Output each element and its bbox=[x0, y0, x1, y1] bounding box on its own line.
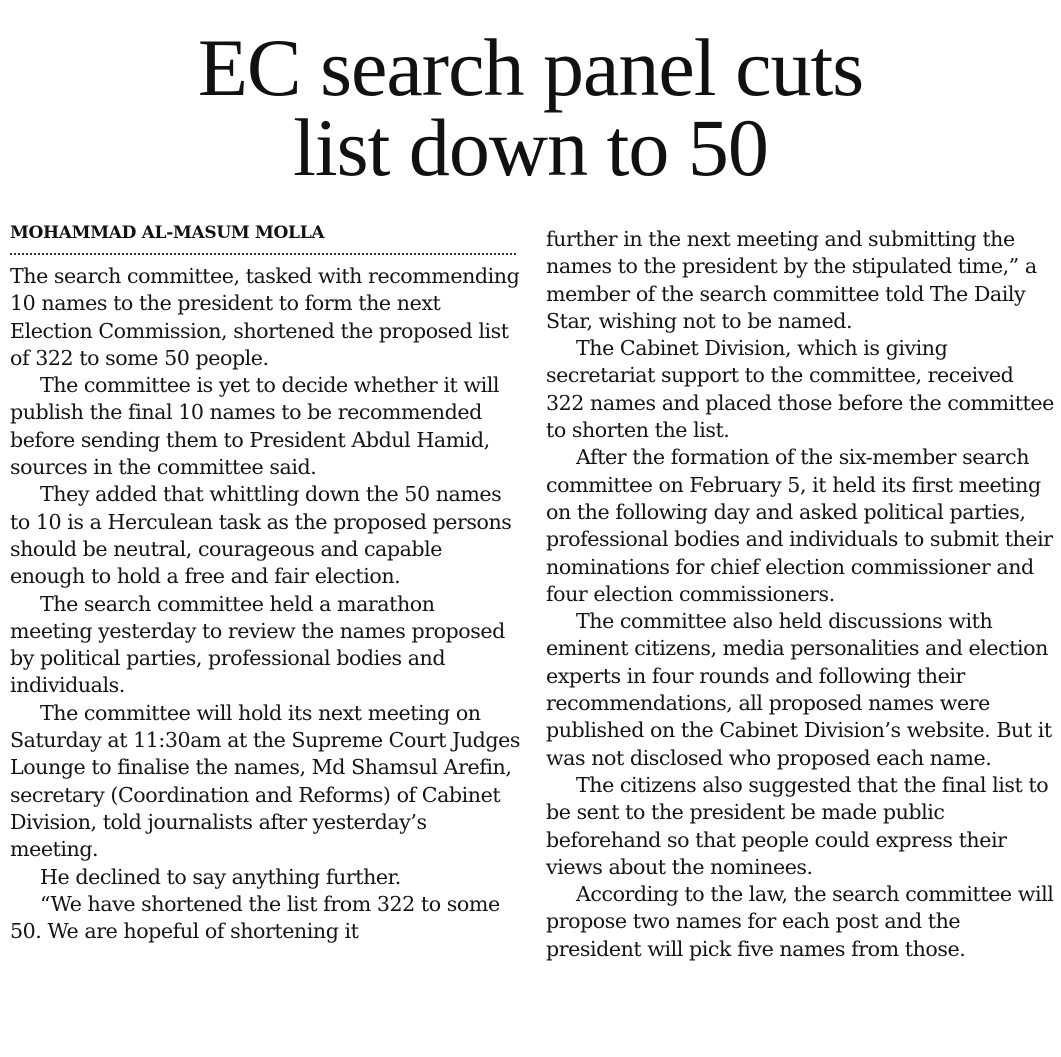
article-column-right bbox=[546, 226, 1056, 963]
headline-line-1: EC search panel cuts bbox=[197, 22, 864, 113]
paragraph: The search committee, tasked with recommending 10 names to the president to form the next Election Commission, shortened the proposed list of 322 to some 50 people. bbox=[10, 264, 520, 370]
paragraph: According to the law, the search committee will propose two names for each post and the president will pick five names from those. bbox=[546, 882, 1054, 961]
paragraph: The committee also held discussions with eminent citizens, media personalities and election experts in four rounds and following their recommendations, all proposed names were published on the Cabinet Division’s website. But it was not disclosed who proposed each name. bbox=[546, 609, 1052, 770]
paragraph: The citizens also suggested that the final list to be sent to the president be made public beforehand so that people could express their views about the nominees. bbox=[546, 772, 1049, 879]
paragraph: The committee will hold its next meeting on Saturday at 11:30am at the Supreme Court Judges Lounge to finalise the names, Md Shamsul Arefin, secretary (Coordination and Reforms) of Cabinet Division, told journalists after yesterday’s meeting. bbox=[10, 700, 521, 862]
paragraph: “We have shortened the list from 322 to some 50. We are hopeful of shortening it bbox=[10, 891, 500, 944]
paragraph: The committee is yet to decide whether it will publish the final 10 names to be recommended before sending them to President Abdul Hamid, sources in the committee said. bbox=[10, 373, 500, 480]
paragraph: The Cabinet Division, which is giving secretariat support to the committee, received 322 names and placed those before the committee to shorten the list. bbox=[546, 336, 1054, 443]
paragraph: The search committee held a marathon meeting yesterday to review the names proposed by political parties, professional bodies and individuals. bbox=[10, 591, 505, 698]
paragraph: He declined to say anything further. bbox=[40, 864, 401, 889]
byline: MOHAMMAD AL-MASUM MOLLA bbox=[10, 222, 516, 255]
paragraph: They added that whittling down the 50 names to 10 is a Herculean task as the proposed persons should be neutral, courageous and capable enough to hold a free and fair election. bbox=[10, 482, 512, 589]
paragraph: After the formation of the six-member search committee on February 5, it held its first meeting on the following day and asked political parties, professional bodies and individuals to submit their nominations for chief election commissioner and four election commissioners. bbox=[546, 445, 1053, 606]
headline bbox=[0, 22, 1061, 193]
article-column-left bbox=[10, 222, 520, 945]
headline-line-2: list down to 50 bbox=[293, 102, 768, 193]
paragraph-continued: further in the next meeting and submitting the names to the president by the stipulated time,” a member of the search committee told The Daily Star, wishing not to be named. bbox=[546, 227, 1037, 333]
